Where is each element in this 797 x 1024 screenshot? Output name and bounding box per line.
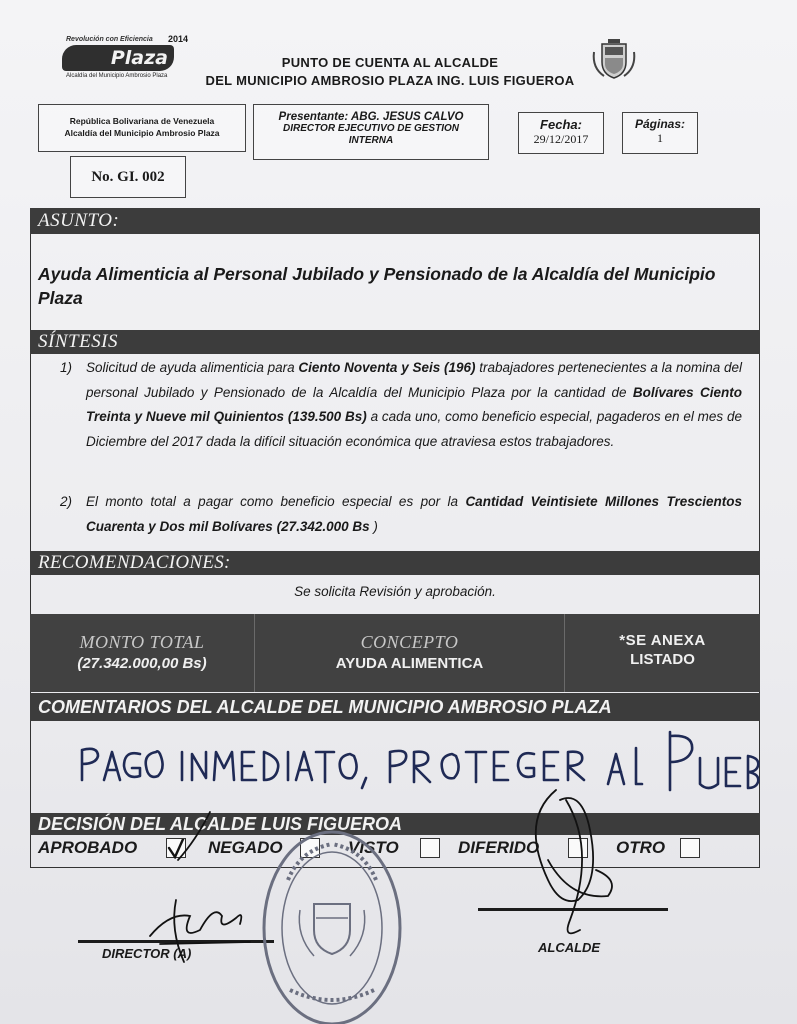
plaza-logo	[52, 34, 189, 82]
sintesis-item-1	[60, 356, 742, 454]
otro-checkbox[interactable]	[680, 838, 700, 858]
republica-box	[38, 104, 246, 152]
logo-year: 2014	[168, 34, 189, 44]
concepto-label: CONCEPTO	[360, 632, 459, 652]
logo-subtitle: Alcaldía del Municipio Ambrosio Plaza	[66, 73, 168, 79]
comentarios-heading: COMENTARIOS DEL ALCALDE DEL MUNICIPIO AMBROSIO PLAZA	[30, 693, 760, 721]
text-run: a cada uno, como beneficio especial, pagaderos en el mes de Diciembre del 2017 dada la difícil situación económica que atraviesa estos trabajadores.	[86, 409, 742, 449]
logo-tagline: Revolución con Eficiencia	[66, 36, 153, 43]
option-otro-label: OTRO	[616, 838, 666, 857]
monto-cell	[30, 614, 254, 692]
title-line-2: DEL MUNICIPIO AMBROSIO PLAZA ING. LUIS FIGUEROA	[205, 73, 575, 88]
item-number: 1)	[60, 360, 73, 375]
alcaldia-text: Alcaldía del Municipio Ambrosio Plaza	[64, 128, 220, 138]
asunto-heading: ASUNTO:	[30, 208, 760, 234]
bold-run: Cantidad Veintisiete Millones Trescientos Cuarenta y Dos mil Bolívares (27.342.000 Bs	[86, 494, 742, 534]
recomendaciones-text: Se solicita Revisión y aprobación.	[294, 584, 496, 599]
fecha-label: Fecha:	[540, 117, 582, 132]
presentante-name: Presentante: ABG. JESUS CALVO	[278, 111, 464, 123]
negado-checkbox[interactable]	[300, 838, 320, 858]
item-number: 2)	[60, 494, 73, 509]
text-run: )	[369, 518, 378, 534]
text-run: Solicitud de ayuda alimenticia para	[86, 360, 299, 375]
option-diferido-label: DIFERIDO	[458, 838, 540, 857]
municipal-crest-icon	[590, 38, 638, 82]
fecha-box	[518, 112, 604, 154]
document-title	[190, 54, 590, 90]
asunto-text: Ayuda Alimenticia al Personal Jubilado y Pensionado de la Alcaldía del Municipio Plaza	[38, 264, 716, 308]
presentante-cargo-2: INTERNA	[348, 135, 394, 146]
paginas-label: Páginas:	[634, 117, 685, 131]
bold-run: Bolívares Ciento Treinta y Nueve mil Quinientos (139.500 Bs)	[86, 384, 742, 424]
option-visto-label: VISTO	[348, 838, 399, 857]
handwritten-comment	[60, 728, 760, 808]
recomendaciones-heading: RECOMENDACIONES:	[30, 551, 760, 575]
option-negado-label: NEGADO	[208, 838, 283, 857]
alcalde-signature-line	[478, 908, 668, 911]
visto-checkbox[interactable]	[420, 838, 440, 858]
logo-word: Plaza	[62, 45, 174, 71]
monto-value: (27.342.000,00 Bs)	[77, 655, 207, 672]
title-line-1: PUNTO DE CUENTA AL ALCALDE	[281, 55, 499, 70]
decision-options	[38, 836, 758, 864]
item-text	[86, 356, 742, 454]
paginas-value: 1	[657, 131, 663, 145]
option-aprobado-label: APROBADO	[38, 838, 138, 857]
totals-band	[30, 614, 760, 692]
diferido-checkbox[interactable]	[568, 838, 588, 858]
anexa-cell	[564, 614, 760, 692]
anexa-line-1: *SE ANEXA	[619, 632, 706, 649]
republica-text: República Bolivariana de Venezuela	[69, 116, 215, 126]
director-signature-line	[78, 940, 274, 943]
alcalde-label: ALCALDE	[538, 940, 601, 955]
item-text	[86, 490, 742, 539]
checkmark-icon	[167, 839, 187, 859]
concepto-cell	[254, 614, 564, 692]
text-run: trabajadores pertenecientes a la nomina del personal Jubilado y Pensionado de la Alcaldía del Municipio Plaza por la cantidad de	[86, 360, 742, 400]
anexa-line-2: LISTADO	[630, 651, 695, 668]
sintesis-heading: SÍNTESIS	[30, 330, 760, 354]
bold-run: Ciento Noventa y Seis (196)	[298, 360, 476, 375]
decision-heading: DECISIÓN DEL ALCALDE LUIS FIGUEROA	[30, 813, 760, 835]
paginas-box	[622, 112, 698, 154]
presentante-box	[253, 104, 489, 160]
presentante-cargo-1: DIRECTOR EJECUTIVO DE GESTION	[283, 123, 459, 134]
concepto-value: AYUDA ALIMENTICA	[335, 655, 484, 672]
fecha-value: 29/12/2017	[533, 132, 589, 146]
text-run: El monto total a pagar como beneficio especial es por la	[86, 494, 466, 509]
aprobado-checkbox[interactable]	[166, 838, 186, 858]
sintesis-item-2	[60, 490, 742, 539]
monto-label: MONTO TOTAL	[79, 632, 205, 652]
director-label: DIRECTOR (A)	[102, 946, 192, 961]
document-number: No. GI. 002	[70, 156, 186, 198]
